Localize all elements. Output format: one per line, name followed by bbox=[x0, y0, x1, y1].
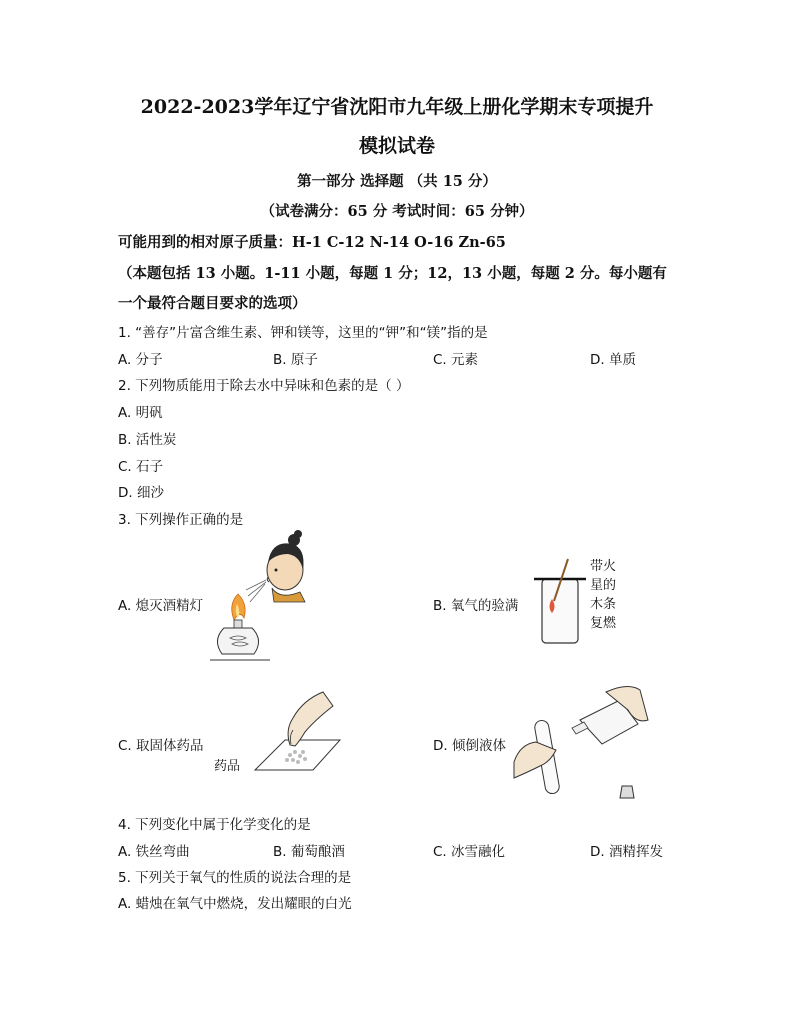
q3-option-d[interactable]: D. 倾倒液体 bbox=[433, 738, 506, 754]
page-title: 2022-2023学年辽宁省沈阳市九年级上册化学期末专项提升 bbox=[140, 96, 654, 118]
instructions-line1: （本题包括 13 小题。1-11 小题，每题 1 分；12，13 小题，每题 2 分。每小题有 bbox=[118, 265, 667, 282]
solid-reagent-illustration bbox=[245, 690, 340, 780]
q2-option-b[interactable]: B. 活性炭 bbox=[118, 432, 177, 448]
q2-option-a[interactable]: A. 明矾 bbox=[118, 405, 163, 421]
b-label-4: 复燃 bbox=[590, 616, 617, 631]
section-heading: 第一部分 选择题 （共 15 分） bbox=[297, 173, 497, 190]
q1-option-b[interactable]: B. 原子 bbox=[273, 352, 318, 368]
question-1-stem: 1. “善存”片富含维生素、钾和镁等，这里的“钾”和“镁”指的是 bbox=[118, 325, 488, 341]
question-5-stem: 5. 下列关于氧气的性质的说法合理的是 bbox=[118, 870, 352, 886]
atomic-masses: 可能用到的相对原子质量：H-1 C-12 N-14 O-16 Zn-65 bbox=[118, 234, 506, 251]
b-label-1: 带火 bbox=[590, 559, 617, 574]
question-4-stem: 4. 下列变化中属于化学变化的是 bbox=[118, 817, 311, 833]
q4-option-d[interactable]: D. 酒精挥发 bbox=[590, 844, 663, 860]
q4-option-a[interactable]: A. 铁丝弯曲 bbox=[118, 844, 190, 860]
exam-info: （试卷满分：65 分 考试时间：65 分钟） bbox=[260, 203, 534, 220]
instructions-line2: 一个最符合题目要求的选项） bbox=[118, 295, 307, 312]
q3-option-a[interactable]: A. 熄灭酒精灯 bbox=[118, 598, 204, 614]
q4-option-b[interactable]: B. 葡萄酿酒 bbox=[273, 844, 345, 860]
q1-option-a[interactable]: A. 分子 bbox=[118, 352, 163, 368]
q3-option-c[interactable]: C. 取固体药品 bbox=[118, 738, 204, 754]
c-label-reagent: 药品 bbox=[214, 759, 241, 774]
q5-option-a[interactable]: A. 蜡烛在氧气中燃烧，发出耀眼的白光 bbox=[118, 896, 352, 912]
q1-option-d[interactable]: D. 单质 bbox=[590, 352, 636, 368]
page-subtitle: 模拟试卷 bbox=[358, 135, 435, 157]
question-3-stem: 3. 下列操作正确的是 bbox=[118, 512, 244, 528]
pouring-liquid-illustration bbox=[510, 680, 660, 805]
q1-option-c[interactable]: C. 元素 bbox=[433, 352, 479, 368]
q4-option-c[interactable]: C. 冰雪融化 bbox=[433, 844, 506, 860]
oxygen-check-illustration bbox=[530, 555, 590, 650]
blowing-lamp-illustration bbox=[210, 530, 320, 665]
question-2-stem: 2. 下列物质能用于除去水中异味和色素的是（ ） bbox=[118, 378, 410, 394]
b-label-2: 星的 bbox=[590, 578, 617, 593]
q2-option-d[interactable]: D. 细沙 bbox=[118, 485, 164, 501]
b-label-3: 木条 bbox=[590, 597, 617, 612]
q2-option-c[interactable]: C. 石子 bbox=[118, 459, 164, 475]
q3-option-b[interactable]: B. 氧气的验满 bbox=[433, 598, 519, 614]
